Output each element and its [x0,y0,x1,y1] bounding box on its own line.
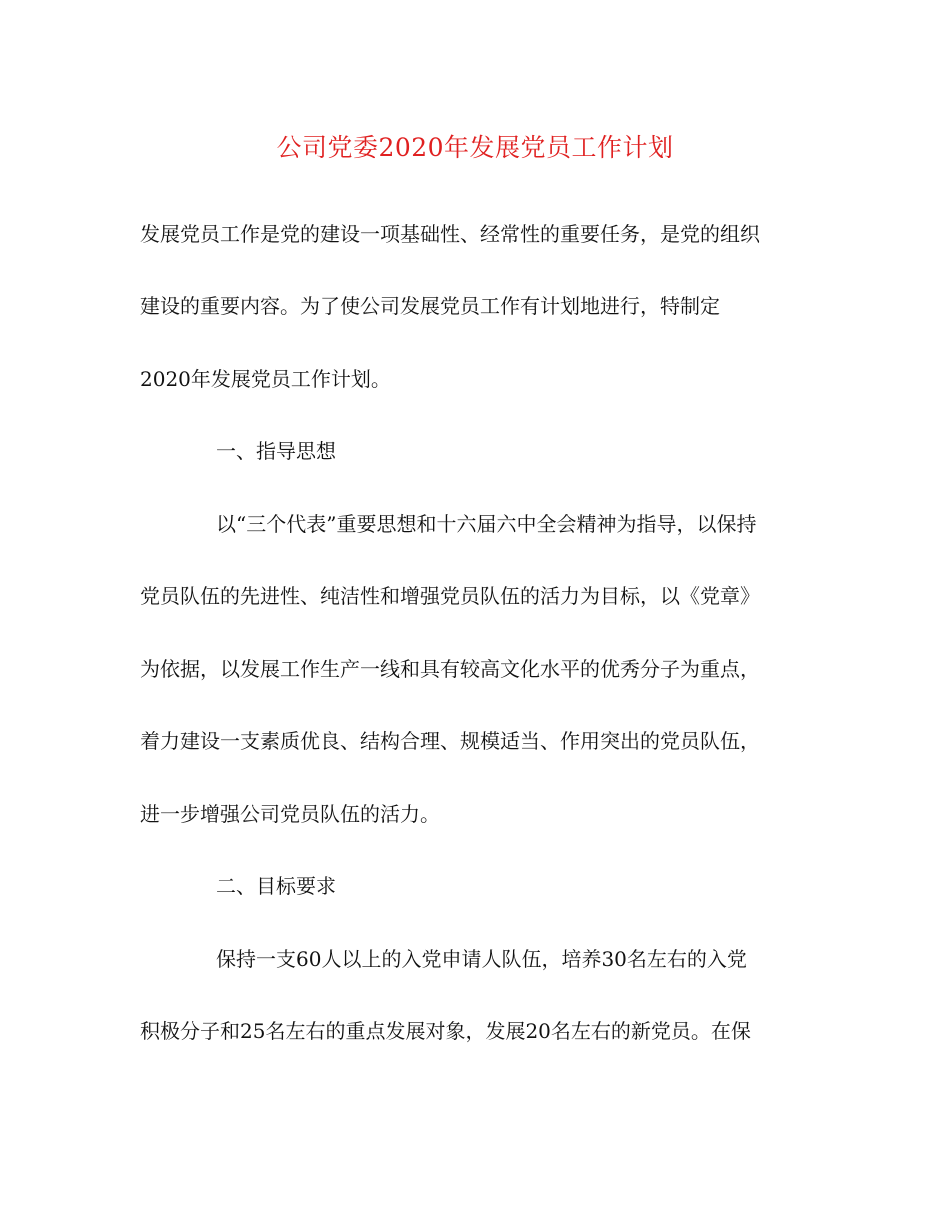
document-title: 公司党委2020年发展党员工作计划 [276,133,674,162]
body-line-3: 2020年发展党员工作计划。 [140,367,391,391]
body-line-11: 保持一支60人以上的入党申请人队伍，培养30名左右的入党 [216,947,747,971]
body-line-2: 建设的重要内容。为了使公司发展党员工作有计划地进行，特制定 [140,294,720,318]
section-heading-guiding-thought: 一、指导思想 [216,439,336,463]
body-line-5: 以“三个代表”重要思想和十六届六中全会精神为指导，以保持 [216,512,757,536]
body-line-8: 着力建设一支素质优良、结构合理、规模适当、作用突出的党员队伍， [140,729,760,753]
body-line-9: 进一步增强公司党员队伍的活力。 [140,802,440,826]
body-line-6: 党员队伍的先进性、纯洁性和增强党员队伍的活力为目标，以《党章》 [140,584,760,608]
body-line-12: 积极分子和25名左右的重点发展对象，发展20名左右的新党员。在保 [140,1019,751,1043]
section-heading-target-requirements: 二、目标要求 [216,874,336,898]
body-line-1: 发展党员工作是党的建设一项基础性、经常性的重要任务，是党的组织 [140,222,760,246]
body-line-7: 为依据，以发展工作生产一线和具有较高文化水平的优秀分子为重点， [140,657,760,681]
